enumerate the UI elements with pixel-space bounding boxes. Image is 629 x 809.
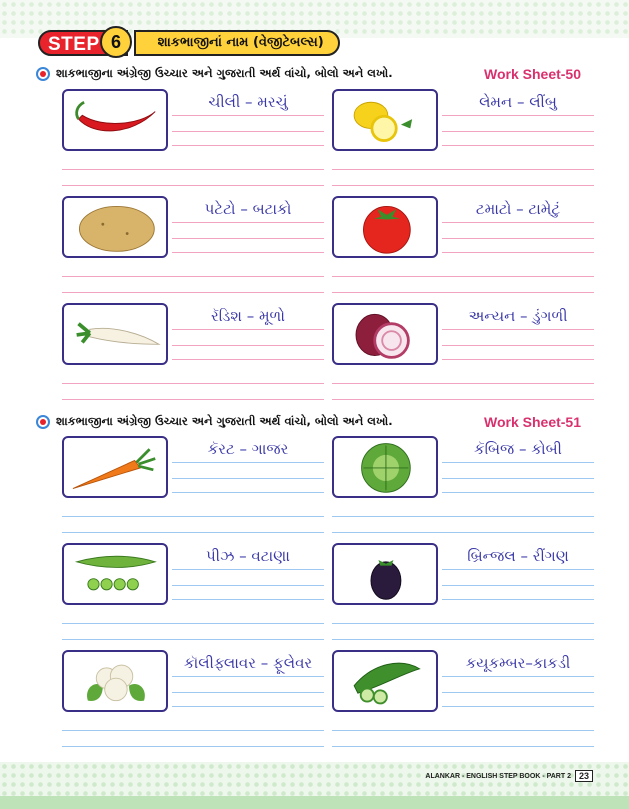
cabbage-icon bbox=[332, 436, 438, 498]
vocab-word: કૅબિજ – કોબી bbox=[474, 440, 562, 458]
vocab-word: પીઝ – વટાણા bbox=[206, 547, 290, 565]
vocab-word: ચીલી – મરચું bbox=[208, 93, 288, 111]
vocab-word: કૉલીફ્લાવર – ફૂલેવર bbox=[183, 654, 313, 672]
onion-icon bbox=[332, 303, 438, 365]
worksheet-label: Work Sheet-50 bbox=[484, 66, 581, 82]
vocab-word: પટેટો – બટાકો bbox=[204, 200, 292, 218]
instruction-row-1 bbox=[36, 66, 393, 81]
vocab-word: લેમન – લીંબુ bbox=[479, 93, 557, 111]
page-number: 23 bbox=[575, 770, 593, 782]
carrot-icon bbox=[62, 436, 168, 498]
vocab-word: બ્રિન્જલ – રીંગણ bbox=[467, 547, 569, 565]
potato-icon bbox=[62, 196, 168, 258]
page-title: શાકભાજીનાં નામ (વેજીટેબલ્સ) bbox=[134, 30, 340, 56]
book-title: ALANKAR - ENGLISH STEP BOOK - PART 2 bbox=[425, 772, 571, 780]
tomato-icon bbox=[332, 196, 438, 258]
page-footer bbox=[425, 770, 593, 782]
vocab-word: ટમાટો – ટામેટું bbox=[475, 200, 561, 218]
instruction-text: શાકભાજીના અંગ્રેજી ઉચ્ચાર અને ગુજરાતી અર્થ વાંચો, બોલો અને લખો. bbox=[56, 66, 393, 80]
peas-icon bbox=[62, 543, 168, 605]
vocab-word: કૅરટ – ગાજર bbox=[207, 440, 289, 458]
instruction-row-2 bbox=[36, 414, 393, 429]
cauliflower-icon bbox=[62, 650, 168, 712]
vocab-word: રૅડિશ – મૂળો bbox=[210, 307, 286, 325]
brinjal-icon bbox=[332, 543, 438, 605]
chili-icon bbox=[62, 89, 168, 151]
step-label: STEP bbox=[38, 30, 128, 56]
bullet-icon bbox=[36, 415, 50, 429]
cucumber-icon bbox=[332, 650, 438, 712]
step-banner bbox=[38, 28, 340, 58]
radish-icon bbox=[62, 303, 168, 365]
lemon-icon bbox=[332, 89, 438, 151]
vocab-word: અન્યન – ડુંગળી bbox=[468, 307, 568, 325]
bullet-icon bbox=[36, 67, 50, 81]
bottom-strip bbox=[0, 796, 629, 809]
instruction-text: શાકભાજીના અંગ્રેજી ઉચ્ચાર અને ગુજરાતી અર્થ વાંચો, બોલો અને લખો. bbox=[56, 414, 393, 428]
step-number: 6 bbox=[100, 26, 132, 58]
vocab-word: કયૂકમ્બર–કાકડી bbox=[465, 654, 571, 672]
worksheet-label: Work Sheet-51 bbox=[484, 414, 581, 430]
